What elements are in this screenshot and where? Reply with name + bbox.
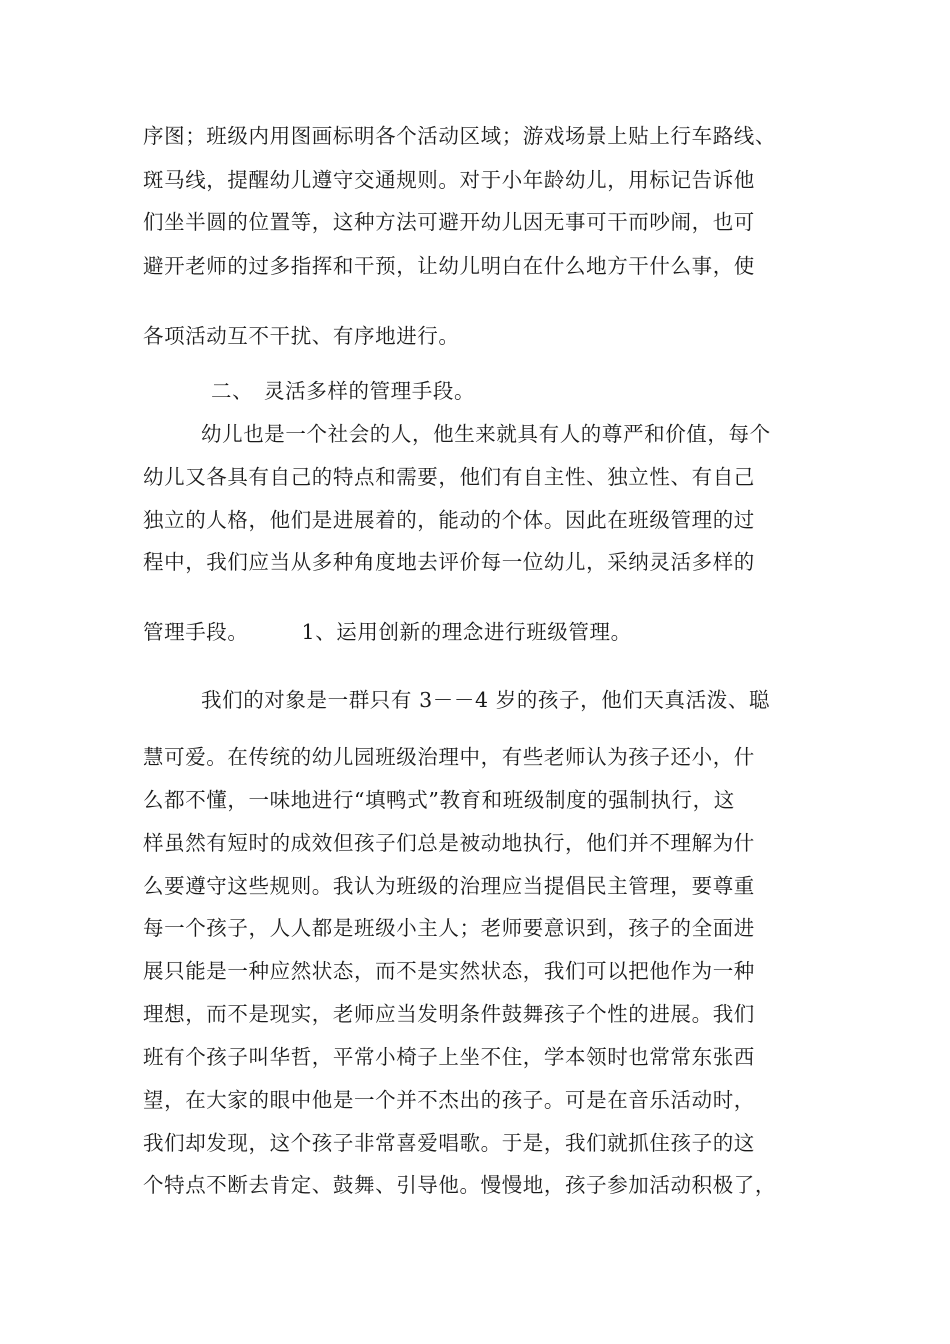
paragraph-line: 每一个孩子，人人都是班级小主人；老师要意识到，孩子的全面进	[143, 916, 755, 940]
paragraph-line: 幼儿也是一个社会的人，他生来就具有人的尊严和价值，每个	[201, 422, 771, 446]
section-heading: 二、 灵活多样的管理手段。	[211, 379, 476, 403]
paragraph-line: 独立的人格，他们是进展着的，能动的个体。因此在班级管理的过	[143, 508, 755, 532]
paragraph-line: 理想，而不是现实，老师应当发明条件鼓舞孩子个性的进展。我们	[143, 1002, 755, 1026]
paragraph-line: 幼儿又各具有自己的特点和需要，他们有自主性、独立性、有自己	[143, 465, 755, 489]
paragraph-line: 样虽然有短时的成效但孩子们总是被动地执行，他们并不理解为什	[143, 831, 755, 855]
paragraph-line: 们坐半圆的位置等，这种方法可避开幼儿因无事可干而吵闹，也可	[143, 210, 755, 234]
paragraph-line: 个特点不断去肯定、鼓舞、引导他。慢慢地，孩子参加活动积极了，	[143, 1173, 776, 1197]
paragraph-line: 慧可爱。在传统的幼儿园班级治理中，有些老师认为孩子还小，什	[143, 745, 755, 769]
paragraph-line: 我们的对象是一群只有 3－－4 岁的孩子，他们天真活泼、聪	[201, 688, 771, 712]
paragraph-line: 我们却发现，这个孩子非常喜爱唱歌。于是，我们就抓住孩子的这	[143, 1131, 755, 1155]
paragraph-line: 序图；班级内用图画标明各个活动区域；游戏场景上贴上行车路线、	[143, 124, 776, 148]
paragraph-line: 么都不懂，一味地进行“填鸭式”教育和班级制度的强制执行，这	[143, 788, 735, 812]
paragraph-line: 斑马线，提醒幼儿遵守交通规则。对于小年龄幼儿，用标记告诉他	[143, 168, 755, 192]
paragraph-line: 么要遵守这些规则。我认为班级的治理应当提倡民主管理，要尊重	[143, 874, 755, 898]
paragraph-line: 班有个孩子叫华哲，平常小椅子上坐不住，学本领时也常常东张西	[143, 1045, 755, 1069]
paragraph-line: 程中，我们应当从多种角度地去评价每一位幼儿，采纳灵活多样的	[143, 550, 755, 574]
paragraph-line: 望，在大家的眼中他是一个并不杰出的孩子。可是在音乐活动时，	[143, 1088, 755, 1112]
paragraph-line: 各项活动互不干扰、有序地进行。	[143, 324, 460, 348]
paragraph-line: 避开老师的过多指挥和干预，让幼儿明白在什么地方干什么事，使	[143, 254, 755, 278]
subsection-line: 管理手段。 1、运用创新的理念进行班级管理。	[143, 620, 632, 644]
paragraph-line: 展只能是一种应然状态，而不是实然状态，我们可以把他作为一种	[143, 959, 755, 983]
